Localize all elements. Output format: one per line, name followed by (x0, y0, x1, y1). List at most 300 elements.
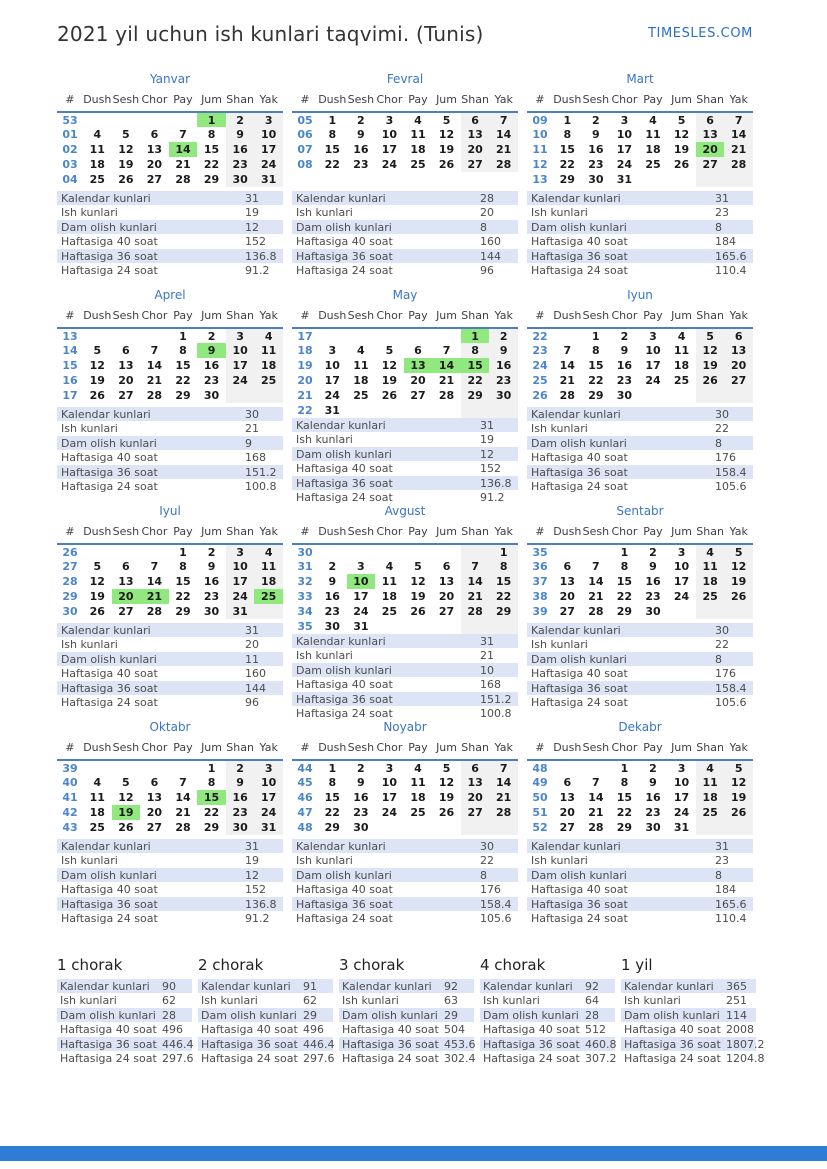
day-cell: 30 (588, 173, 604, 186)
stat-label: Dam olish kunlari (342, 1008, 438, 1022)
stat-value: 31 (245, 839, 259, 853)
day-header: Jum (667, 306, 696, 328)
day-cell: 18 (696, 790, 725, 805)
day-cell: 17 (226, 358, 255, 373)
day-cell: 23 (324, 605, 340, 618)
stat-value: 92 (585, 979, 599, 993)
day-cell (83, 760, 112, 775)
day-cell: 30 (616, 389, 633, 402)
day-cell: 22 (616, 590, 633, 603)
stat-label: Ish kunlari (61, 422, 118, 435)
day-header: Dush (318, 738, 347, 760)
day-cell: 14 (588, 791, 604, 804)
day-cell: 19 (724, 790, 753, 805)
month-block-oktabr (57, 720, 283, 936)
stat-row (339, 1052, 474, 1066)
day-cell: 25 (381, 605, 398, 618)
day-cell: 8 (461, 343, 490, 358)
day-header: Jum (667, 522, 696, 544)
day-cell: 21 (175, 158, 191, 171)
day-cell: 19 (381, 374, 398, 387)
day-cell: 6 (563, 560, 572, 573)
day-cell: 1 (328, 113, 337, 127)
day-cell: 9 (226, 127, 255, 142)
stat-value: 136.8 (245, 249, 277, 263)
day-cell: 12 (438, 776, 455, 789)
summary-title: 1 chorak (57, 956, 123, 974)
month-block-noyabr (292, 720, 518, 936)
month-stats (292, 191, 518, 278)
stat-label: Haftasiga 36 soat (296, 692, 393, 706)
day-cell: 15 (203, 143, 220, 156)
day-cell: 29 (175, 389, 191, 402)
stat-label: Ish kunlari (531, 422, 588, 435)
day-header: Jum (197, 522, 226, 544)
day-cell: 1 (179, 545, 187, 559)
stat-value: 30 (245, 407, 259, 421)
day-cell (169, 112, 198, 127)
day-cell: 10 (254, 127, 283, 142)
stat-row (527, 652, 753, 666)
stat-label: Haftasiga 36 soat (296, 476, 393, 490)
day-cell (553, 328, 582, 343)
day-header: Pay (169, 306, 198, 328)
week-number: 37 (532, 575, 548, 588)
week-row (292, 142, 518, 157)
day-cell (404, 544, 433, 559)
stat-value: 8 (480, 220, 487, 234)
stat-value: 446.4 (303, 1037, 335, 1051)
day-header: Yak (254, 522, 283, 544)
day-cell (696, 604, 725, 619)
day-header: Yak (489, 738, 518, 760)
stat-value: 8 (715, 652, 722, 666)
stat-value: 29 (444, 1008, 458, 1022)
day-header: Shan (461, 306, 490, 328)
stat-row (527, 422, 753, 436)
day-cell: 9 (207, 560, 216, 573)
day-cell: 6 (563, 776, 572, 789)
day-cell: 3 (254, 112, 283, 127)
day-header: Pay (639, 522, 668, 544)
day-cell: 27 (461, 805, 490, 820)
stat-row (57, 206, 283, 220)
day-cell: 13 (146, 143, 163, 156)
day-cell: 26 (724, 589, 753, 604)
stat-row (57, 422, 283, 436)
day-cell: 20 (461, 142, 490, 157)
day-cell: 29 (616, 821, 633, 834)
stat-label: Haftasiga 24 soat (61, 264, 158, 277)
calendar-table (527, 90, 753, 187)
day-cell: 5 (442, 113, 451, 127)
day-header: Sesh (112, 306, 141, 328)
day-cell: 2 (226, 760, 255, 775)
day-cell: 23 (353, 158, 369, 171)
day-header: Sesh (582, 90, 611, 112)
stat-value: 302.4 (444, 1052, 476, 1065)
stat-row (292, 912, 518, 926)
holiday-day-cell: 20 (696, 142, 725, 157)
stat-row (527, 206, 753, 220)
stat-value: 152 (245, 235, 266, 248)
day-header: Shan (696, 522, 725, 544)
day-cell: 5 (122, 128, 130, 141)
stat-row (57, 652, 283, 666)
week-number: 13 (532, 173, 548, 186)
week-number: 42 (62, 806, 78, 819)
day-header: Pay (404, 522, 433, 544)
stat-row (292, 418, 518, 432)
day-cell (347, 328, 376, 343)
stat-row (292, 897, 518, 911)
day-cell: 7 (150, 344, 159, 357)
day-cell: 17 (673, 791, 690, 804)
day-cell: 7 (563, 344, 572, 357)
day-cell: 13 (559, 791, 575, 804)
stat-label: Haftasiga 24 soat (531, 264, 628, 277)
week-number: 27 (62, 560, 78, 573)
stat-value: 10 (480, 663, 494, 677)
day-header: Sesh (347, 738, 376, 760)
day-cell: 3 (385, 113, 394, 127)
day-cell (461, 403, 490, 418)
day-cell: 15 (175, 359, 191, 372)
day-cell: 7 (592, 560, 600, 573)
day-cell: 28 (588, 605, 604, 618)
stat-label: Haftasiga 36 soat (61, 249, 158, 263)
stat-row (527, 451, 753, 465)
day-cell: 16 (353, 791, 369, 804)
day-cell: 21 (559, 374, 575, 387)
day-cell: 24 (645, 374, 661, 387)
day-cell: 18 (673, 359, 690, 372)
day-header: Shan (696, 738, 725, 760)
stat-label: Haftasiga 24 soat (61, 912, 158, 925)
day-cell: 8 (620, 560, 629, 573)
stat-value: 297.6 (162, 1052, 194, 1065)
day-cell: 22 (175, 590, 191, 603)
day-cell: 27 (118, 605, 134, 618)
day-cell: 2 (649, 545, 657, 559)
week-row (57, 358, 283, 373)
day-cell: 14 (146, 575, 163, 588)
week-number: 41 (62, 791, 78, 804)
stat-value: 2008 (726, 1023, 754, 1036)
day-cell: 22 (203, 158, 220, 171)
stat-value: 91.2 (245, 264, 270, 277)
day-cell: 9 (328, 575, 337, 588)
day-cell: 6 (442, 560, 451, 573)
week-row (57, 373, 283, 388)
summary-block-3-chorak (339, 956, 474, 1066)
day-cell: 20 (724, 358, 753, 373)
week-number: 52 (532, 821, 548, 834)
day-cell: 18 (410, 143, 426, 156)
stat-row (57, 681, 283, 695)
month-block-fevral (292, 72, 518, 288)
week-row (527, 157, 753, 172)
holiday-day-cell: 14 (432, 358, 461, 373)
stat-row (292, 839, 518, 853)
stat-label: Haftasiga 40 soat (201, 1023, 298, 1036)
day-header: Shan (226, 738, 255, 760)
day-cell: 10 (673, 560, 690, 573)
day-cell: 26 (410, 605, 426, 618)
day-cell: 30 (489, 388, 518, 403)
day-cell (404, 403, 433, 418)
day-cell: 28 (438, 389, 455, 402)
day-header: Dush (83, 738, 112, 760)
day-header: # (57, 306, 83, 328)
day-cell: 30 (353, 821, 369, 834)
day-cell: 13 (461, 127, 490, 142)
stat-row (527, 623, 753, 637)
day-cell: 23 (226, 805, 255, 820)
stat-value: 28 (162, 1008, 176, 1022)
day-cell: 9 (489, 343, 518, 358)
day-header: Chor (140, 522, 169, 544)
day-header: Sesh (112, 522, 141, 544)
day-cell: 1 (179, 329, 187, 343)
day-cell: 16 (616, 359, 633, 372)
day-cell: 23 (203, 590, 220, 603)
day-cell: 14 (588, 575, 604, 588)
holiday-day-cell: 1 (461, 328, 490, 343)
month-title: Dekabr (618, 720, 662, 734)
stat-value: 90 (162, 979, 176, 993)
day-cell: 6 (122, 344, 130, 357)
day-header: Shan (461, 738, 490, 760)
day-cell: 16 (489, 358, 518, 373)
day-cell: 25 (696, 805, 725, 820)
stat-value: 20 (245, 638, 259, 651)
day-cell: 17 (381, 791, 398, 804)
stat-label: Kalendar kunlari (342, 979, 432, 993)
week-row (292, 157, 518, 172)
day-cell: 3 (649, 329, 657, 343)
stat-label: Ish kunlari (60, 994, 117, 1007)
stat-label: Haftasiga 36 soat (483, 1037, 580, 1051)
day-cell: 9 (649, 776, 657, 789)
stat-label: Haftasiga 40 soat (531, 883, 628, 896)
calendar-table (527, 738, 753, 835)
day-cell: 11 (673, 344, 690, 357)
day-cell: 20 (461, 790, 490, 805)
day-cell: 25 (254, 373, 283, 388)
week-row (57, 328, 283, 343)
summary-section (57, 956, 765, 1066)
day-cell: 8 (620, 776, 629, 789)
day-cell (226, 388, 255, 403)
day-cell: 25 (410, 806, 426, 819)
day-header: Jum (667, 738, 696, 760)
day-header: Jum (432, 90, 461, 112)
day-header: Yak (489, 90, 518, 112)
week-number: 14 (62, 344, 78, 357)
day-cell: 27 (696, 157, 725, 172)
stat-label: Haftasiga 40 soat (531, 667, 628, 680)
stat-row (57, 1023, 192, 1037)
stat-label: Haftasiga 40 soat (342, 1023, 439, 1036)
stat-value: 8 (715, 220, 722, 234)
day-cell: 8 (563, 128, 572, 141)
week-row (527, 172, 753, 187)
stat-row (57, 249, 283, 263)
week-number: 44 (297, 761, 313, 775)
day-cell: 1 (620, 761, 629, 775)
day-cell: 5 (414, 560, 422, 573)
day-cell: 26 (724, 805, 753, 820)
holiday-day-cell: 1 (197, 112, 226, 127)
day-cell (112, 544, 141, 559)
stat-label: Kalendar kunlari (531, 191, 621, 205)
day-cell: 4 (414, 113, 422, 127)
stat-value: 105.6 (715, 480, 747, 493)
day-header: Jum (667, 90, 696, 112)
week-number: 48 (297, 821, 313, 834)
day-cell: 20 (559, 806, 575, 819)
day-header: Pay (169, 738, 198, 760)
day-cell: 20 (146, 806, 163, 819)
day-cell: 19 (89, 374, 105, 387)
summary-title: 1 yil (621, 956, 653, 974)
stat-label: Haftasiga 40 soat (61, 883, 158, 896)
day-cell: 14 (724, 127, 753, 142)
stat-label: Kalendar kunlari (531, 407, 621, 421)
day-cell (169, 760, 198, 775)
day-cell: 6 (150, 128, 159, 141)
stat-value: 28 (585, 1008, 599, 1022)
stat-value: 460.8 (585, 1037, 617, 1051)
stat-label: Ish kunlari (531, 854, 588, 867)
day-cell: 17 (381, 143, 398, 156)
day-cell: 12 (89, 575, 105, 588)
day-cell: 11 (89, 791, 105, 804)
day-cell (318, 328, 347, 343)
week-row (57, 559, 283, 574)
day-header: Jum (432, 306, 461, 328)
calendar-table (292, 306, 518, 418)
week-number: 05 (297, 113, 313, 127)
day-cell: 10 (226, 343, 255, 358)
stat-value: 31 (245, 623, 259, 637)
stat-row (480, 994, 615, 1008)
day-cell: 11 (410, 128, 426, 141)
week-number: 31 (297, 560, 313, 573)
day-cell: 1 (489, 544, 518, 559)
stat-value: 105.6 (715, 696, 747, 709)
day-cell (667, 172, 696, 187)
day-cell: 9 (592, 128, 600, 141)
day-header: Pay (639, 306, 668, 328)
stat-label: Haftasiga 24 soat (624, 1052, 721, 1065)
stat-value: 28 (480, 191, 494, 205)
stat-value: 176 (715, 451, 736, 464)
day-cell: 15 (324, 143, 340, 156)
day-cell (140, 760, 169, 775)
day-cell (724, 820, 753, 835)
week-number: 38 (532, 590, 548, 603)
stat-row (527, 220, 753, 234)
stat-label: Haftasiga 24 soat (61, 480, 158, 493)
day-header: Chor (610, 738, 639, 760)
day-cell (112, 112, 141, 127)
day-cell: 28 (175, 821, 191, 834)
stat-label: Haftasiga 36 soat (296, 897, 393, 911)
site-link[interactable]: TIMESLES.COM (647, 26, 753, 41)
stat-label: Haftasiga 36 soat (61, 681, 158, 695)
week-number: 49 (532, 776, 548, 789)
month-stats (57, 407, 283, 494)
day-cell (724, 172, 753, 187)
stat-row (57, 839, 283, 853)
month-title: Aprel (154, 288, 186, 302)
day-cell: 1 (328, 761, 337, 775)
stat-row (292, 220, 518, 234)
day-cell: 13 (461, 775, 490, 790)
day-header: Chor (140, 306, 169, 328)
stat-row (292, 663, 518, 677)
day-header: # (527, 306, 553, 328)
day-cell: 22 (203, 806, 220, 819)
day-header: Yak (489, 306, 518, 328)
day-header: Shan (461, 522, 490, 544)
day-cell: 30 (645, 821, 661, 834)
stat-value: 9 (245, 436, 252, 450)
day-cell: 19 (410, 590, 426, 603)
day-cell: 26 (673, 158, 690, 171)
week-number: 47 (297, 806, 313, 819)
stat-value: 31 (715, 839, 729, 853)
stat-label: Haftasiga 36 soat (61, 897, 158, 911)
day-cell: 12 (724, 559, 753, 574)
stat-row (292, 868, 518, 882)
day-cell: 24 (381, 806, 398, 819)
day-cell (83, 328, 112, 343)
week-row (527, 559, 753, 574)
day-cell (724, 388, 753, 403)
month-block-aprel (57, 288, 283, 504)
stat-row (621, 1037, 765, 1051)
week-row (57, 343, 283, 358)
day-header: Dush (83, 522, 112, 544)
stat-label: Haftasiga 40 soat (624, 1023, 721, 1036)
week-row (292, 619, 518, 634)
day-cell: 24 (673, 590, 690, 603)
day-cell (140, 328, 169, 343)
stat-label: Kalendar kunlari (624, 979, 714, 993)
stat-row (57, 1052, 192, 1066)
day-cell: 21 (724, 142, 753, 157)
stat-value: 158.4 (715, 681, 747, 695)
day-cell: 5 (677, 113, 686, 127)
day-cell: 28 (489, 157, 518, 172)
stat-value: 512 (585, 1023, 606, 1036)
day-cell: 15 (175, 575, 191, 588)
stat-value: 144 (480, 249, 501, 263)
day-cell: 10 (254, 775, 283, 790)
day-cell: 20 (146, 158, 163, 171)
stat-value: 105.6 (480, 912, 512, 925)
week-number: 43 (62, 821, 78, 834)
stat-row (339, 1037, 474, 1051)
stat-label: Ish kunlari (296, 854, 353, 867)
day-header: Dush (553, 522, 582, 544)
stat-row (292, 649, 518, 663)
stat-row (339, 994, 474, 1008)
month-title: Avgust (384, 504, 426, 518)
